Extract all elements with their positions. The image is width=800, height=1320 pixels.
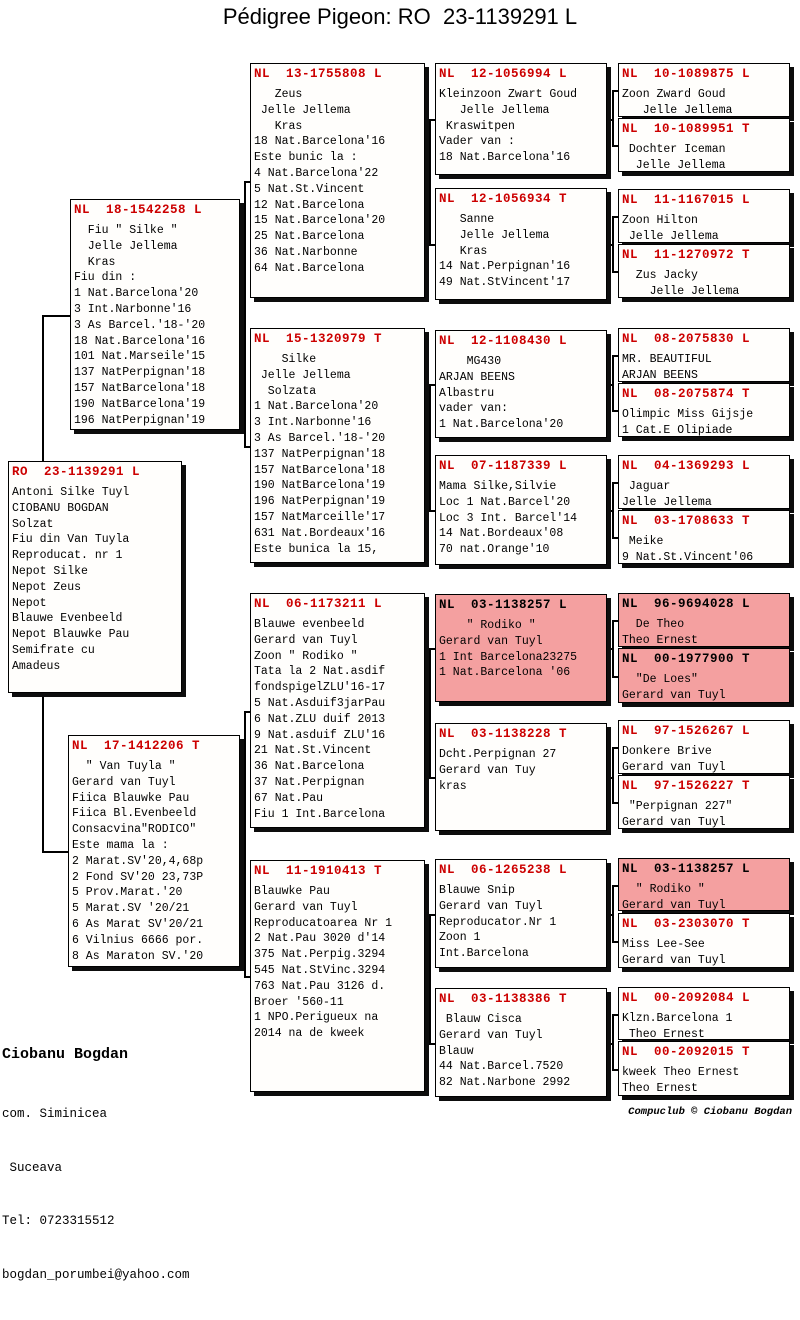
pedigree-line: Fiu din : bbox=[74, 271, 137, 285]
pedigree-line: Jelle Jellema bbox=[622, 495, 712, 509]
ring-number: NL 03-1138257 L bbox=[439, 598, 568, 612]
pedigree-line: Blauw bbox=[439, 1044, 474, 1058]
connector-line bbox=[429, 648, 431, 779]
pedigree-line: 36 Nat.Narbonne bbox=[254, 245, 358, 259]
breeder-name: Ciobanu Bogdan bbox=[2, 1046, 129, 1063]
pedigree-line: Nepot Blauwke Pau bbox=[12, 628, 130, 642]
pedigree-line: Klzn.Barcelona 1 bbox=[622, 1012, 733, 1025]
pedigree-line: Kleinzoon Zwart Goud bbox=[439, 88, 578, 101]
pedigree-line: 101 Nat.Marseile'15 bbox=[74, 350, 206, 364]
pedigree-line: 375 Nat.Perpig.3294 bbox=[254, 948, 386, 962]
ring-number: NL 03-1138257 L bbox=[622, 862, 751, 876]
pedigree-line: Theo Ernest bbox=[622, 1027, 705, 1041]
ring-number: NL 18-1542258 L bbox=[74, 203, 203, 217]
ring-number: NL 06-1173211 L bbox=[254, 597, 383, 611]
ring-number: NL 00-2092084 L bbox=[622, 991, 751, 1005]
ring-number: NL 11-1270972 T bbox=[622, 248, 751, 262]
pedigree-line: 196 NatPerpignan'19 bbox=[74, 413, 206, 427]
connector-line bbox=[244, 711, 246, 979]
software-credit: Compuclub © Ciobanu Bogdan bbox=[628, 1106, 792, 1118]
pedigree-line: Theo Ernest bbox=[622, 1081, 698, 1095]
pedigree-line: 1 Nat.Barcelona'20 bbox=[254, 400, 379, 414]
pedigree-line: Kras bbox=[74, 255, 116, 269]
pedigree-line: 6 Vilnius 6666 por. bbox=[72, 933, 204, 947]
connector-line bbox=[240, 851, 246, 853]
pedigree-line: ARJAN BEENS bbox=[439, 370, 515, 384]
ring-number: NL 00-1977900 T bbox=[622, 652, 751, 666]
pedigree-line: Kras bbox=[439, 244, 488, 258]
pedigree-line: Meike bbox=[622, 535, 664, 548]
pedigree-line: Reproducatoarea Nr 1 bbox=[254, 916, 393, 930]
pedigree-line: Fiu 1 Int.Barcelona bbox=[254, 807, 386, 821]
pedigree-line: Fiu din Van Tuyla bbox=[12, 533, 130, 547]
connector-line bbox=[42, 315, 70, 317]
pedigree-box bbox=[618, 244, 790, 298]
pedigree-line: 15 Nat.Barcelona'20 bbox=[254, 214, 386, 228]
pedigree-line: 6 As Marat SV'20/21 bbox=[72, 917, 204, 931]
pedigree-box bbox=[618, 720, 790, 774]
pedigree-line: Jelle Jellema bbox=[622, 103, 733, 117]
pedigree-line: 6 Nat.ZLU duif 2013 bbox=[254, 712, 386, 726]
pedigree-line: 1 NPO.Perigueux na bbox=[254, 1011, 379, 1025]
ring-number: NL 10-1089875 L bbox=[622, 67, 751, 81]
pedigree-line: 44 Nat.Barcel.7520 bbox=[439, 1060, 564, 1074]
pedigree-line: kras bbox=[439, 779, 467, 793]
ring-number: NL 03-1708633 T bbox=[622, 514, 751, 528]
pedigree-line: Loc 1 Nat.Barcel'20 bbox=[439, 495, 571, 509]
pedigree-line: Jelle Jellema bbox=[622, 229, 719, 243]
pedigree-box bbox=[618, 987, 790, 1040]
pedigree-line: 1 Cat.E Olipiade bbox=[622, 423, 733, 437]
pedigree-box bbox=[250, 328, 425, 563]
pedigree-line: 137 NatPerpignan'18 bbox=[74, 366, 206, 380]
pedigree-line: 36 Nat.Barcelona bbox=[254, 760, 365, 774]
contact-email: bogdan_porumbei@yahoo.com bbox=[2, 1267, 190, 1282]
pedigree-line: Nepot bbox=[12, 596, 47, 610]
ring-number: NL 03-1138386 T bbox=[439, 992, 568, 1006]
pedigree-line: ARJAN BEENS bbox=[622, 368, 698, 382]
pedigree-line: 18 Nat.Barcelona'16 bbox=[439, 151, 571, 165]
pedigree-line: 3 As Barcel.'18-'20 bbox=[254, 431, 386, 445]
pedigree-line: Zoon Hilton bbox=[622, 214, 698, 227]
pedigree-box bbox=[618, 858, 790, 911]
connector-line bbox=[425, 446, 431, 448]
pedigree-line: Zoon 1 bbox=[439, 931, 481, 945]
pedigree-line: 3 As Barcel.'18-'20 bbox=[74, 318, 206, 332]
pedigree-line: 5 Nat.St.Vincent bbox=[254, 182, 365, 196]
pedigree-line: 3 Int.Narbonne'16 bbox=[254, 416, 372, 430]
pedigree-line: Mama Silke,Silvie bbox=[439, 480, 557, 493]
pedigree-line: Antoni Silke Tuyl bbox=[12, 486, 130, 499]
ring-number: NL 13-1755808 L bbox=[254, 67, 383, 81]
pedigree-box bbox=[70, 199, 240, 430]
pedigree-line: 67 Nat.Pau bbox=[254, 791, 324, 805]
connector-line bbox=[607, 384, 614, 386]
pedigree-box bbox=[250, 860, 425, 1092]
pedigree-line: Reproducator.Nr 1 bbox=[439, 915, 557, 929]
pedigree-line: Gerard van Tuyl bbox=[254, 900, 358, 914]
pedigree-line: Albastru bbox=[439, 386, 495, 400]
pedigree-line: Jaguar bbox=[622, 480, 671, 493]
pedigree-line: Este bunica la 15, bbox=[254, 542, 379, 556]
pedigree-line: Fiica Blauwke Pau bbox=[72, 791, 190, 805]
pedigree-line: Gerard van Tuyl bbox=[622, 898, 726, 912]
pedigree-line: 5 Nat.Asduif3jarPau bbox=[254, 696, 386, 710]
pedigree-line: " Rodiko " bbox=[622, 883, 705, 896]
pedigree-box bbox=[618, 118, 790, 172]
pedigree-line: 1 Nat.Barcelona'20 bbox=[74, 287, 199, 301]
connector-line bbox=[425, 711, 431, 713]
pedigree-box bbox=[435, 594, 607, 702]
ring-number: NL 17-1412206 T bbox=[72, 739, 201, 753]
pedigree-line: fondspigelZLU'16-17 bbox=[254, 681, 386, 695]
pedigree-line: De Theo bbox=[622, 618, 685, 631]
pedigree-line: 18 Nat.Barcelona'16 bbox=[74, 334, 206, 348]
connector-line bbox=[607, 648, 614, 650]
ring-number: NL 12-1056934 T bbox=[439, 192, 568, 206]
connector-line bbox=[607, 1043, 614, 1045]
pedigree-line: Gerard van Tuyl bbox=[622, 815, 726, 829]
ring-number: NL 10-1089951 T bbox=[622, 122, 751, 136]
pedigree-line: CIOBANU BOGDAN bbox=[12, 501, 109, 515]
pedigree-line: 1 Nat.Barcelona '06 bbox=[439, 666, 571, 680]
ring-number: NL 00-2092015 T bbox=[622, 1045, 751, 1059]
pedigree-line: "Perpignan 227" bbox=[622, 800, 733, 813]
ring-number: NL 12-1056994 L bbox=[439, 67, 568, 81]
connector-line bbox=[607, 119, 614, 121]
pedigree-box bbox=[68, 735, 240, 967]
pedigree-line: Fiu " Silke " bbox=[74, 224, 178, 237]
pedigree-line: 1 Nat.Barcelona'20 bbox=[439, 418, 564, 432]
contact-block bbox=[2, 1010, 190, 1320]
pedigree-line: " Van Tuyla " bbox=[72, 760, 176, 773]
pedigree-line: Gerard van Tuyl bbox=[72, 775, 176, 789]
pedigree-line: Kraswitpen bbox=[439, 119, 515, 133]
pedigree-line: Dochter Iceman bbox=[622, 143, 726, 156]
pedigree-line: Blauwke Pau bbox=[254, 885, 330, 898]
pedigree-line: vader van: bbox=[439, 402, 509, 416]
pedigree-line: Solzata bbox=[254, 384, 317, 398]
pedigree-line: Kras bbox=[254, 119, 303, 133]
pedigree-box bbox=[250, 63, 425, 298]
pedigree-line: Jelle Jellema bbox=[622, 284, 740, 298]
pedigree-box bbox=[618, 510, 790, 564]
ring-number: NL 03-1138228 T bbox=[439, 727, 568, 741]
pedigree-line: Solzat bbox=[12, 517, 54, 531]
pedigree-line: 3 Int.Narbonne'16 bbox=[74, 302, 192, 316]
pedigree-box bbox=[618, 593, 790, 647]
ring-number: NL 11-1167015 L bbox=[622, 193, 751, 207]
connector-line bbox=[425, 181, 431, 183]
connector-line bbox=[429, 119, 431, 246]
pedigree-line: 2 Nat.Pau 3020 d'14 bbox=[254, 932, 386, 946]
pedigree-line: 137 NatPerpignan'18 bbox=[254, 447, 386, 461]
pedigree-line: Silke bbox=[254, 353, 317, 366]
pedigree-line: 18 Nat.Barcelona'16 bbox=[254, 135, 386, 149]
pedigree-line: Nepot Silke bbox=[12, 564, 88, 578]
pedigree-line: Sanne bbox=[439, 213, 495, 226]
pedigree-box bbox=[435, 455, 607, 565]
ring-number: NL 06-1265238 L bbox=[439, 863, 568, 877]
pedigree-line: Zeus bbox=[254, 88, 303, 101]
ring-number: NL 08-2075830 L bbox=[622, 332, 751, 346]
ring-number: RO 23-1139291 L bbox=[12, 465, 141, 479]
pedigree-box bbox=[618, 775, 790, 829]
ring-number: NL 03-2303070 T bbox=[622, 917, 751, 931]
pedigree-line: Broer '560-11 bbox=[254, 995, 344, 1009]
pedigree-line: Gerard van Tuyl bbox=[622, 688, 726, 702]
ring-number: NL 97-1526227 T bbox=[622, 779, 751, 793]
pedigree-line: Blauwe Snip bbox=[439, 884, 515, 897]
pedigree-box bbox=[618, 383, 790, 437]
connector-line bbox=[607, 777, 614, 779]
connector-line bbox=[429, 914, 431, 1045]
pedigree-box bbox=[435, 330, 607, 438]
pedigree-line: 545 Nat.StVinc.3294 bbox=[254, 963, 386, 977]
connector-line bbox=[612, 747, 614, 804]
connector-line bbox=[607, 914, 614, 916]
pedigree-line: 190 NatBarcelona'19 bbox=[74, 397, 206, 411]
pedigree-box bbox=[250, 593, 425, 828]
pedigree-line: 25 Nat.Barcelona bbox=[254, 230, 365, 244]
pedigree-box bbox=[435, 859, 607, 968]
ring-number: NL 11-1910413 T bbox=[254, 864, 383, 878]
pedigree-line: Jelle Jellema bbox=[439, 228, 550, 242]
pedigree-line: 49 Nat.StVincent'17 bbox=[439, 276, 571, 290]
pedigree-line: Gerard van Tuyl bbox=[439, 634, 543, 648]
pedigree-line: Jelle Jellema bbox=[254, 103, 351, 117]
pedigree-box bbox=[618, 455, 790, 509]
pedigree-line: Reproducat. nr 1 bbox=[12, 549, 123, 563]
pedigree-line: Blauwe evenbeeld bbox=[254, 618, 365, 631]
pedigree-line: Dcht.Perpignan 27 bbox=[439, 748, 557, 761]
pedigree-line: Blauwe Evenbeeld bbox=[12, 612, 123, 626]
pedigree-line: 157 NatMarceille'17 bbox=[254, 510, 386, 524]
pedigree-line: Gerard van Tuyl bbox=[254, 633, 358, 647]
pedigree-line: " Rodiko " bbox=[439, 619, 536, 632]
pedigree-line: Fiica Bl.Evenbeeld bbox=[72, 807, 197, 821]
ring-number: NL 12-1108430 L bbox=[439, 334, 568, 348]
pedigree-box bbox=[435, 63, 607, 175]
ring-number: NL 97-1526267 L bbox=[622, 724, 751, 738]
pedigree-line: 9 Nat.asduif ZLU'16 bbox=[254, 728, 386, 742]
pedigree-box bbox=[435, 988, 607, 1097]
pedigree-box bbox=[618, 648, 790, 703]
connector-line bbox=[607, 244, 614, 246]
pedigree-line: 14 Nat.Perpignan'16 bbox=[439, 260, 571, 274]
connector-line bbox=[240, 315, 246, 317]
pedigree-line: 8 As Maraton SV.'20 bbox=[72, 949, 204, 963]
ring-number: NL 08-2075874 T bbox=[622, 387, 751, 401]
connector-line bbox=[429, 384, 431, 512]
pedigree-line: 1 Int Barcelona23275 bbox=[439, 650, 578, 664]
pedigree-line: Vader van : bbox=[439, 135, 515, 149]
pedigree-box bbox=[8, 461, 182, 693]
pedigree-line: 2 Fond SV'20 23,73P bbox=[72, 870, 204, 884]
pedigree-line: 37 Nat.Perpignan bbox=[254, 775, 365, 789]
pedigree-line: Zoon " Rodiko " bbox=[254, 649, 358, 663]
pedigree-line: 9 Nat.St.Vincent'06 bbox=[622, 550, 754, 564]
connector-line bbox=[425, 976, 431, 978]
pedigree-line: 64 Nat.Barcelona bbox=[254, 261, 365, 275]
pedigree-line: Gerard van Tuyl bbox=[622, 953, 726, 967]
pedigree-line: Donkere Brive bbox=[622, 745, 712, 758]
pedigree-line: 82 Nat.Narbone 2992 bbox=[439, 1076, 571, 1090]
pedigree-line: Gerard van Tuyl bbox=[439, 899, 543, 913]
pedigree-line: Este mama la : bbox=[72, 838, 169, 852]
pedigree-line: 14 Nat.Bordeaux'08 bbox=[439, 527, 564, 541]
contact-address-line1: com. Siminicea bbox=[2, 1107, 108, 1121]
connector-line bbox=[607, 510, 614, 512]
pedigree-line: 2 Marat.SV'20,4,68p bbox=[72, 854, 204, 868]
page-title: Pédigree Pigeon: RO 23-1139291 L bbox=[222, 4, 578, 29]
pedigree-line: Int.Barcelona bbox=[439, 947, 529, 961]
contact-address-line2: Suceava bbox=[2, 1160, 63, 1175]
pedigree-line: 763 Nat.Pau 3126 d. bbox=[254, 979, 386, 993]
pedigree-line: 2014 na de kweek bbox=[254, 1027, 365, 1041]
pedigree-line: 70 nat.Orange'10 bbox=[439, 543, 550, 557]
pedigree-line: Jelle Jellema bbox=[622, 158, 726, 172]
pedigree-line: Jelle Jellema bbox=[254, 368, 351, 382]
pedigree-line: Miss Lee-See bbox=[622, 938, 705, 951]
pedigree-line: Olimpic Miss Gijsje bbox=[622, 408, 754, 421]
pedigree-line: "De Loes" bbox=[622, 673, 698, 686]
pedigree-line: Jelle Jellema bbox=[74, 239, 178, 253]
pedigree-line: 5 Marat.SV '20/21 bbox=[72, 902, 190, 916]
ring-number: NL 15-1320979 T bbox=[254, 332, 383, 346]
pedigree-line: Jelle Jellema bbox=[439, 103, 550, 117]
pedigree-line: Tata la 2 Nat.asdif bbox=[254, 665, 386, 679]
ring-number: NL 07-1187339 L bbox=[439, 459, 568, 473]
pedigree-line: Zus Jacky bbox=[622, 269, 698, 282]
pedigree-line: Theo Ernest bbox=[622, 633, 698, 647]
pedigree-box bbox=[618, 913, 790, 968]
pedigree-line: Amadeus bbox=[12, 659, 61, 673]
pedigree-line: Loc 3 Int. Barcel'14 bbox=[439, 511, 578, 525]
ring-number: NL 96-9694028 L bbox=[622, 597, 751, 611]
pedigree-box bbox=[435, 723, 607, 831]
pedigree-line: Consacvina"RODICO" bbox=[72, 823, 197, 837]
pedigree-line: 5 Prov.Marat.'20 bbox=[72, 886, 183, 900]
pedigree-box bbox=[618, 63, 790, 117]
pedigree-line: Nepot Zeus bbox=[12, 580, 82, 594]
pedigree-box bbox=[618, 1041, 790, 1096]
pedigree-line: 196 NatPerpignan'19 bbox=[254, 495, 386, 509]
pedigree-line: kweek Theo Ernest bbox=[622, 1066, 740, 1079]
pedigree-line: MG430 bbox=[439, 355, 502, 368]
pedigree-box bbox=[618, 328, 790, 382]
connector-line bbox=[42, 851, 68, 853]
pedigree-box bbox=[435, 188, 607, 300]
pedigree-line: Gerard van Tuy bbox=[439, 763, 536, 777]
pedigree-line: Gerard van Tuyl bbox=[439, 1028, 543, 1042]
pedigree-line: 631 Nat.Bordeaux'16 bbox=[254, 526, 386, 540]
pedigree-line: 4 Nat.Barcelona'22 bbox=[254, 166, 379, 180]
pedigree-line: 190 NatBarcelona'19 bbox=[254, 479, 386, 493]
pedigree-line: 157 NatBarcelona'18 bbox=[254, 463, 386, 477]
pedigree-line: Blauw Cisca bbox=[439, 1013, 522, 1026]
ring-number: NL 04-1369293 L bbox=[622, 459, 751, 473]
contact-phone: Tel: 0723315512 bbox=[2, 1214, 115, 1228]
pedigree-box bbox=[618, 189, 790, 243]
pedigree-line: Semifrate cu bbox=[12, 643, 95, 657]
pedigree-line: MR. BEAUTIFUL bbox=[622, 353, 712, 366]
pedigree-line: 21 Nat.St.Vincent bbox=[254, 744, 372, 758]
pedigree-line: Zoon Zward Goud bbox=[622, 88, 726, 101]
pedigree-line: 157 NatBarcelona'18 bbox=[74, 381, 206, 395]
pedigree-line: 12 Nat.Barcelona bbox=[254, 198, 365, 212]
pedigree-line: Gerard van Tuyl bbox=[622, 760, 726, 774]
pedigree-line: Este bunic la : bbox=[254, 151, 358, 165]
